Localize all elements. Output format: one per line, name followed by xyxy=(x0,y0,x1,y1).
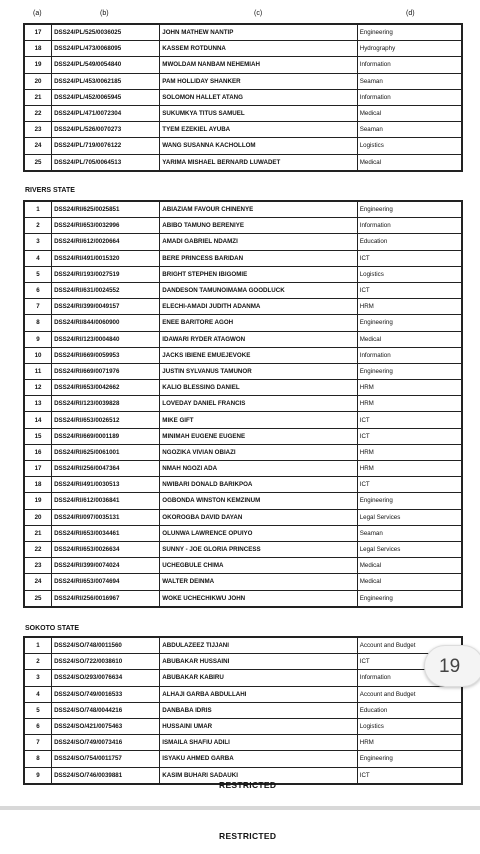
table-row xyxy=(24,331,462,347)
row-number-cell: 7 xyxy=(24,299,52,315)
table-row xyxy=(24,686,462,702)
reference-number-cell: DSS24/RI/612/0036841 xyxy=(52,493,160,509)
row-number-cell: 20 xyxy=(24,509,52,525)
row-number-cell: 1 xyxy=(24,201,52,218)
department-cell: Information xyxy=(357,89,462,105)
department-cell: HRM xyxy=(357,461,462,477)
table-row xyxy=(24,266,462,282)
candidate-name-cell: SUKUMKYA TITUS SAMUEL xyxy=(160,105,357,121)
table-row xyxy=(24,250,462,266)
department-cell: Account and Budget xyxy=(357,637,462,654)
row-number-cell: 18 xyxy=(24,41,52,57)
row-number-cell: 19 xyxy=(24,57,52,73)
candidate-name-cell: BERE PRINCESS BARIDAN xyxy=(160,250,357,266)
table-row xyxy=(24,541,462,557)
department-cell: Medical xyxy=(357,154,462,171)
table-row xyxy=(24,574,462,590)
reference-number-cell: DSS24/RI/123/0039828 xyxy=(52,396,160,412)
reference-number-cell: DSS24/RI/256/0016967 xyxy=(52,590,160,607)
reference-number-cell: DSS24/RI/123/0004840 xyxy=(52,331,160,347)
department-cell: ICT xyxy=(357,412,462,428)
department-cell: Logistics xyxy=(357,266,462,282)
table-row xyxy=(24,509,462,525)
department-cell: Seaman xyxy=(357,525,462,541)
row-number-cell: 11 xyxy=(24,363,52,379)
table-row xyxy=(24,396,462,412)
table-row xyxy=(24,73,462,89)
department-cell: Information xyxy=(357,670,462,686)
row-number-cell: 12 xyxy=(24,380,52,396)
department-cell: ICT xyxy=(357,282,462,298)
row-number-cell: 22 xyxy=(24,541,52,557)
reference-number-cell: DSS24/PL/526/0070273 xyxy=(52,122,160,138)
row-number-cell: 23 xyxy=(24,558,52,574)
candidate-name-cell: ISYAKU AHMED GARBA xyxy=(160,751,357,767)
table-row xyxy=(24,477,462,493)
row-number-cell: 23 xyxy=(24,122,52,138)
row-number-cell: 4 xyxy=(24,250,52,266)
reference-number-cell: DSS24/RI/669/0059953 xyxy=(52,347,160,363)
table-row xyxy=(24,363,462,379)
table-row xyxy=(24,380,462,396)
department-cell: Information xyxy=(357,57,462,73)
row-number-cell: 14 xyxy=(24,412,52,428)
reference-number-cell: DSS24/RI/669/0071976 xyxy=(52,363,160,379)
department-cell: Logistics xyxy=(357,138,462,154)
department-cell: Information xyxy=(357,218,462,234)
reference-number-cell: DSS24/SO/748/0011560 xyxy=(52,637,160,654)
row-number-cell: 3 xyxy=(24,670,52,686)
row-number-cell: 5 xyxy=(24,702,52,718)
reference-number-cell: DSS24/RI/625/0061001 xyxy=(52,444,160,460)
candidate-name-cell: ABDULAZEEZ TIJJANI xyxy=(160,637,357,654)
department-cell: Account and Budget xyxy=(357,686,462,702)
department-cell: Seaman xyxy=(357,122,462,138)
candidate-name-cell: JACKS IBIENE EMUEJEVOKE xyxy=(160,347,357,363)
reference-number-cell: DSS24/RI/625/0025851 xyxy=(52,201,160,218)
row-number-cell: 2 xyxy=(24,654,52,670)
candidate-name-cell: JUSTIN SYLVANUS TAMUNOR xyxy=(160,363,357,379)
candidate-name-cell: WANG SUSANNA KACHOLLOM xyxy=(160,138,357,154)
candidate-name-cell: ABIBO TAMUNO BERENIYE xyxy=(160,218,357,234)
row-number-cell: 10 xyxy=(24,347,52,363)
reference-number-cell: DSS24/PL/453/0062185 xyxy=(52,73,160,89)
restricted-footer: RESTRICTED xyxy=(219,780,277,790)
row-number-cell: 8 xyxy=(24,751,52,767)
row-number-cell: 2 xyxy=(24,218,52,234)
department-cell: Hydrography xyxy=(357,41,462,57)
table-row xyxy=(24,590,462,607)
department-cell: Engineering xyxy=(357,363,462,379)
row-number-cell: 4 xyxy=(24,686,52,702)
reference-number-cell: DSS24/PL/719/0076122 xyxy=(52,138,160,154)
reference-number-cell: DSS24/SO/293/0076634 xyxy=(52,670,160,686)
row-number-cell: 20 xyxy=(24,73,52,89)
page-number-badge[interactable]: 19 xyxy=(424,645,480,687)
candidate-name-cell: NMAH NGOZI ADA xyxy=(160,461,357,477)
reference-number-cell: DSS24/SO/754/0011757 xyxy=(52,751,160,767)
candidate-name-cell: NWIBARI DONALD BARIKPOA xyxy=(160,477,357,493)
reference-number-cell: DSS24/PL/549/0054840 xyxy=(52,57,160,73)
candidate-name-cell: DANDESON TAMUNOIMAMA GOODLUCK xyxy=(160,282,357,298)
row-number-cell: 8 xyxy=(24,315,52,331)
reference-number-cell: DSS24/SO/748/0044216 xyxy=(52,702,160,718)
candidate-name-cell: MWOLDAM NANBAM NEHEMIAH xyxy=(160,57,357,73)
row-number-cell: 17 xyxy=(24,24,52,41)
row-number-cell: 13 xyxy=(24,396,52,412)
candidate-name-cell: TYEM EZEKIEL AYUBA xyxy=(160,122,357,138)
department-cell: HRM xyxy=(357,299,462,315)
candidate-name-cell: WALTER DEINMA xyxy=(160,574,357,590)
table-row xyxy=(24,154,462,171)
reference-number-cell: DSS24/RI/097/0035131 xyxy=(52,509,160,525)
table-row xyxy=(24,347,462,363)
department-cell: Seaman xyxy=(357,73,462,89)
table-row xyxy=(24,735,462,751)
candidate-name-cell: ABUBAKAR KABIRU xyxy=(160,670,357,686)
plateau-table xyxy=(23,23,463,172)
candidate-name-cell: PAM HOLLIDAY SHANKER xyxy=(160,73,357,89)
row-number-cell: 19 xyxy=(24,493,52,509)
column-header-c: (c) xyxy=(254,10,263,17)
reference-number-cell: DSS24/RI/653/0026634 xyxy=(52,541,160,557)
candidate-name-cell: AMADI GABRIEL NDAMZI xyxy=(160,234,357,250)
row-number-cell: 21 xyxy=(24,525,52,541)
candidate-name-cell: ENEE BARITORE AGOH xyxy=(160,315,357,331)
candidate-name-cell: ABUBAKAR HUSSAINI xyxy=(160,654,357,670)
table-row xyxy=(24,201,462,218)
department-cell: Education xyxy=(357,234,462,250)
row-number-cell: 25 xyxy=(24,154,52,171)
reference-number-cell: DSS24/SO/749/0073416 xyxy=(52,735,160,751)
department-cell: Medical xyxy=(357,574,462,590)
table-row xyxy=(24,299,462,315)
row-number-cell: 9 xyxy=(24,331,52,347)
candidate-name-cell: SUNNY - JOE GLORIA PRINCESS xyxy=(160,541,357,557)
candidate-name-cell: JOHN MATHEW NANTIP xyxy=(160,24,357,41)
department-cell: Engineering xyxy=(357,751,462,767)
department-cell: ICT xyxy=(357,767,462,784)
row-number-cell: 17 xyxy=(24,461,52,477)
department-cell: Engineering xyxy=(357,24,462,41)
row-number-cell: 6 xyxy=(24,282,52,298)
reference-number-cell: DSS24/RI/193/0027519 xyxy=(52,266,160,282)
department-cell: HRM xyxy=(357,444,462,460)
table-row xyxy=(24,461,462,477)
reference-number-cell: DSS24/RI/612/0020664 xyxy=(52,234,160,250)
department-cell: Engineering xyxy=(357,590,462,607)
table-row xyxy=(24,122,462,138)
row-number-cell: 18 xyxy=(24,477,52,493)
table-row xyxy=(24,654,462,670)
sokoto-state-table xyxy=(23,636,463,785)
table-row xyxy=(24,428,462,444)
reference-number-cell: DSS24/RI/844/0060900 xyxy=(52,315,160,331)
reference-number-cell: DSS24/PL/452/0065945 xyxy=(52,89,160,105)
rivers-state-table xyxy=(23,200,463,608)
candidate-name-cell: IDAWARI RYDER ATAGWON xyxy=(160,331,357,347)
row-number-cell: 25 xyxy=(24,590,52,607)
reference-number-cell: DSS24/SO/421/0075463 xyxy=(52,718,160,734)
reference-number-cell: DSS24/SO/749/0016533 xyxy=(52,686,160,702)
candidate-name-cell: KALIO BLESSING DANIEL xyxy=(160,380,357,396)
candidate-name-cell: ELECHI-AMADI JUDITH ADANMA xyxy=(160,299,357,315)
department-cell: Medical xyxy=(357,558,462,574)
candidate-name-cell: SOLOMON HALLET ATANG xyxy=(160,89,357,105)
row-number-cell: 16 xyxy=(24,444,52,460)
department-cell: ICT xyxy=(357,477,462,493)
department-cell: ICT xyxy=(357,250,462,266)
department-cell: ICT xyxy=(357,654,462,670)
candidate-name-cell: KASSEM ROTDUNNA xyxy=(160,41,357,57)
table-row xyxy=(24,412,462,428)
candidate-name-cell: OKOROGBA DAVID DAYAN xyxy=(160,509,357,525)
candidate-name-cell: ISMAILA SHAFIU ADILI xyxy=(160,735,357,751)
department-cell: HRM xyxy=(357,735,462,751)
table-row xyxy=(24,315,462,331)
candidate-name-cell: HUSSAINI UMAR xyxy=(160,718,357,734)
table-row xyxy=(24,218,462,234)
table-row xyxy=(24,89,462,105)
department-cell: Education xyxy=(357,702,462,718)
department-cell: HRM xyxy=(357,380,462,396)
department-cell: ICT xyxy=(357,428,462,444)
restricted-header-next-page: RESTRICTED xyxy=(219,831,277,841)
candidate-name-cell: NGOZIKA VIVIAN OBIAZI xyxy=(160,444,357,460)
reference-number-cell: DSS24/RI/399/0049157 xyxy=(52,299,160,315)
reference-number-cell: DSS24/RI/631/0024552 xyxy=(52,282,160,298)
candidate-name-cell: LOVEDAY DANIEL FRANCIS xyxy=(160,396,357,412)
table-row xyxy=(24,57,462,73)
row-number-cell: 5 xyxy=(24,266,52,282)
table-row xyxy=(24,718,462,734)
table-row xyxy=(24,751,462,767)
table-row xyxy=(24,493,462,509)
reference-number-cell: DSS24/RI/653/0032996 xyxy=(52,218,160,234)
reference-number-cell: DSS24/RI/653/0034461 xyxy=(52,525,160,541)
row-number-cell: 24 xyxy=(24,138,52,154)
reference-number-cell: DSS24/RI/256/0047364 xyxy=(52,461,160,477)
table-row xyxy=(24,702,462,718)
table-row xyxy=(24,637,462,654)
row-number-cell: 7 xyxy=(24,735,52,751)
column-header-row xyxy=(0,10,480,22)
reference-number-cell: DSS24/RI/491/0030513 xyxy=(52,477,160,493)
candidate-name-cell: ALHAJI GARBA ABDULLAHI xyxy=(160,686,357,702)
row-number-cell: 22 xyxy=(24,105,52,121)
candidate-name-cell: YARIMA MISHAEL BERNARD LUWADET xyxy=(160,154,357,171)
reference-number-cell: DSS24/RI/669/0001189 xyxy=(52,428,160,444)
department-cell: Logistics xyxy=(357,718,462,734)
reference-number-cell: DSS24/RI/653/0026512 xyxy=(52,412,160,428)
table-row xyxy=(24,670,462,686)
row-number-cell: 21 xyxy=(24,89,52,105)
row-number-cell: 24 xyxy=(24,574,52,590)
reference-number-cell: DSS24/SO/746/0039881 xyxy=(52,767,160,784)
row-number-cell: 9 xyxy=(24,767,52,784)
column-header-d: (d) xyxy=(406,10,415,17)
table-row xyxy=(24,41,462,57)
department-cell: Medical xyxy=(357,331,462,347)
table-row xyxy=(24,138,462,154)
department-cell: Legal Services xyxy=(357,541,462,557)
candidate-name-cell: WOKE UCHECHIKWU JOHN xyxy=(160,590,357,607)
candidate-name-cell: MIKE GIFT xyxy=(160,412,357,428)
column-header-b: (b) xyxy=(100,10,109,17)
row-number-cell: 1 xyxy=(24,637,52,654)
department-cell: Legal Services xyxy=(357,509,462,525)
candidate-name-cell: OGBONDA WINSTON KEMZINUM xyxy=(160,493,357,509)
state-heading-rivers: RIVERS STATE xyxy=(25,187,75,194)
table-row xyxy=(24,105,462,121)
reference-number-cell: DSS24/RI/491/0015320 xyxy=(52,250,160,266)
table-row xyxy=(24,444,462,460)
state-heading-sokoto: SOKOTO STATE xyxy=(25,625,80,632)
reference-number-cell: DSS24/RI/653/0074694 xyxy=(52,574,160,590)
reference-number-cell: DSS24/PL/473/0068095 xyxy=(52,41,160,57)
table-row xyxy=(24,525,462,541)
candidate-name-cell: MINIMAH EUGENE EUGENE xyxy=(160,428,357,444)
candidate-name-cell: DANBABA IDRIS xyxy=(160,702,357,718)
column-header-a: (a) xyxy=(33,10,42,17)
department-cell: Engineering xyxy=(357,315,462,331)
candidate-name-cell: OLUNWA LAWRENCE OPUIYO xyxy=(160,525,357,541)
page-divider xyxy=(0,806,480,810)
reference-number-cell: DSS24/SO/722/0038610 xyxy=(52,654,160,670)
candidate-name-cell: UCHEGBULE CHIMA xyxy=(160,558,357,574)
table-row xyxy=(24,558,462,574)
table-row xyxy=(24,24,462,41)
reference-number-cell: DSS24/PL/525/0036025 xyxy=(52,24,160,41)
department-cell: Medical xyxy=(357,105,462,121)
row-number-cell: 3 xyxy=(24,234,52,250)
reference-number-cell: DSS24/PL/705/0064513 xyxy=(52,154,160,171)
reference-number-cell: DSS24/RI/399/0074024 xyxy=(52,558,160,574)
department-cell: Engineering xyxy=(357,493,462,509)
candidate-name-cell: KASIM BUHARI SADAUKI xyxy=(160,767,357,784)
department-cell: Information xyxy=(357,347,462,363)
candidate-name-cell: ABIAZIAM FAVOUR CHINENYE xyxy=(160,201,357,218)
candidate-name-cell: BRIGHT STEPHEN IBIGOMIE xyxy=(160,266,357,282)
table-row xyxy=(24,282,462,298)
row-number-cell: 6 xyxy=(24,718,52,734)
department-cell: HRM xyxy=(357,396,462,412)
department-cell: Engineering xyxy=(357,201,462,218)
reference-number-cell: DSS24/PL/471/0072304 xyxy=(52,105,160,121)
row-number-cell: 15 xyxy=(24,428,52,444)
table-row xyxy=(24,234,462,250)
reference-number-cell: DSS24/RI/653/0042662 xyxy=(52,380,160,396)
